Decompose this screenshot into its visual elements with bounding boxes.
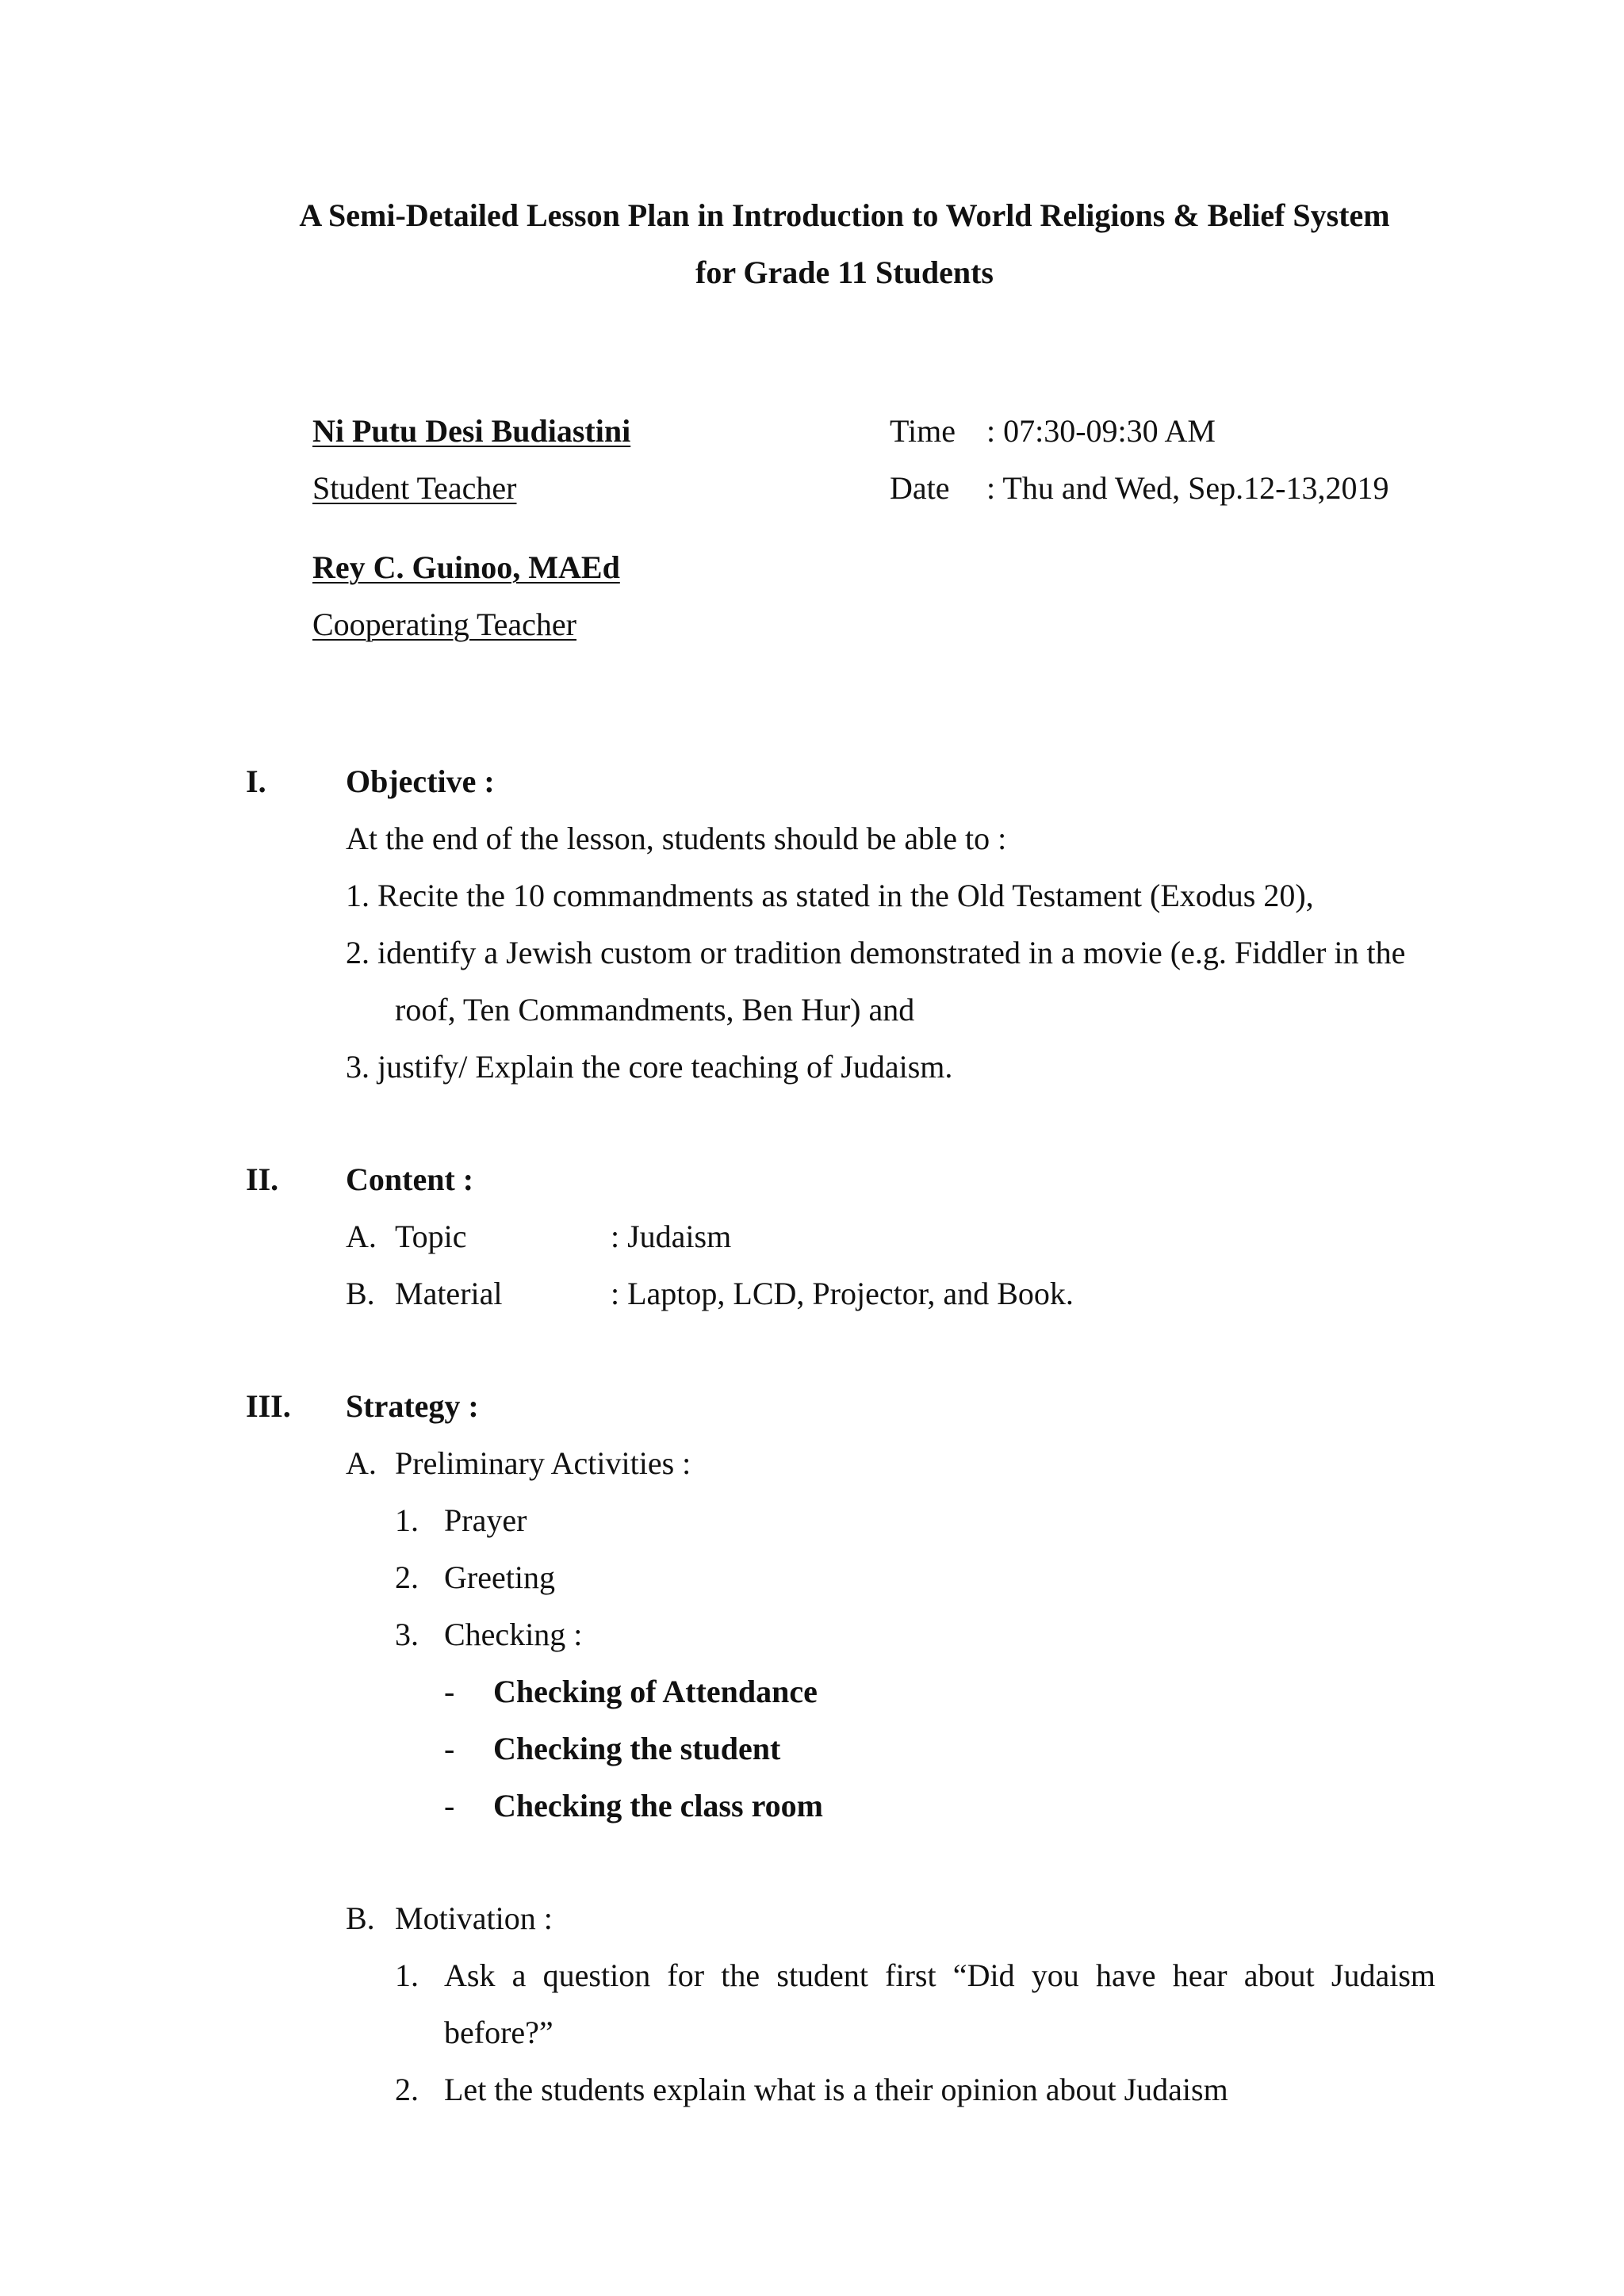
check-attendance: Checking of Attendance	[493, 1674, 818, 1709]
check-bullet: -	[444, 1788, 455, 1823]
cooperating-teacher-name: Rey C. Guinoo, MAEd	[312, 549, 620, 585]
section-numeral-content: II.	[246, 1161, 279, 1197]
time-label: Time	[890, 413, 956, 449]
section-numeral-strategy: III.	[246, 1388, 291, 1424]
check-bullet: -	[444, 1731, 455, 1766]
objective-item-2: 2. identify a Jewish custom or tradition demonstrated in a movie (e.g. Fiddler in the	[346, 935, 1406, 970]
document-title-line-2: for Grade 11 Students	[695, 254, 994, 290]
preliminary-item-prayer: Prayer	[444, 1502, 527, 1538]
preliminary-item-greeting: Greeting	[444, 1559, 555, 1595]
objective-item-3: 3. justify/ Explain the core teaching of Judaism.	[346, 1049, 953, 1085]
content-topic-label: Topic	[395, 1219, 467, 1254]
content-material-value: : Laptop, LCD, Projector, and Book.	[611, 1276, 1074, 1311]
section-numeral-objective: I.	[246, 763, 266, 799]
preliminary-label: Preliminary Activities :	[395, 1445, 691, 1481]
preliminary-item-num: 2.	[395, 1559, 419, 1595]
motivation-item-num: 2.	[395, 2072, 419, 2107]
section-heading-content: Content :	[346, 1161, 474, 1197]
motivation-letter: B.	[346, 1900, 375, 1936]
cooperating-teacher-role: Cooperating Teacher	[312, 607, 576, 642]
content-topic-value: : Judaism	[611, 1219, 732, 1254]
preliminary-item-num: 3.	[395, 1617, 419, 1652]
document-title-line-1: A Semi-Detailed Lesson Plan in Introduction to World Religions & Belief System	[299, 197, 1390, 233]
check-class-room: Checking the class room	[493, 1788, 823, 1823]
check-bullet: -	[444, 1674, 455, 1709]
objective-item-1: 1. Recite the 10 commandments as stated in the Old Testament (Exodus 20),	[346, 878, 1314, 913]
preliminary-item-checking: Checking :	[444, 1617, 583, 1652]
preliminary-letter: A.	[346, 1445, 377, 1481]
student-teacher-name: Ni Putu Desi Budiastini	[312, 413, 631, 449]
content-material-letter: B.	[346, 1276, 375, 1311]
motivation-item-1: Ask a question for the student first “Did you have hear about Judaism	[444, 1957, 1435, 1993]
date-value: : Thu and Wed, Sep.12-13,2019	[986, 470, 1389, 506]
motivation-item-num: 1.	[395, 1957, 419, 1993]
content-topic-letter: A.	[346, 1219, 377, 1254]
check-student: Checking the student	[493, 1731, 781, 1766]
motivation-item-1-continued: before?”	[444, 2015, 553, 2050]
objective-item-2-continued: roof, Ten Commandments, Ben Hur) and	[395, 992, 915, 1027]
date-label: Date	[890, 470, 950, 506]
section-heading-strategy: Strategy :	[346, 1388, 479, 1424]
student-teacher-role: Student Teacher	[312, 470, 517, 506]
preliminary-item-num: 1.	[395, 1502, 419, 1538]
objective-intro: At the end of the lesson, students should be able to :	[346, 821, 1007, 856]
motivation-item-2: Let the students explain what is a their opinion about Judaism	[444, 2072, 1228, 2107]
content-material-label: Material	[395, 1276, 503, 1311]
time-value: : 07:30-09:30 AM	[986, 413, 1216, 449]
section-heading-objective: Objective :	[346, 763, 495, 799]
motivation-label: Motivation :	[395, 1900, 553, 1936]
